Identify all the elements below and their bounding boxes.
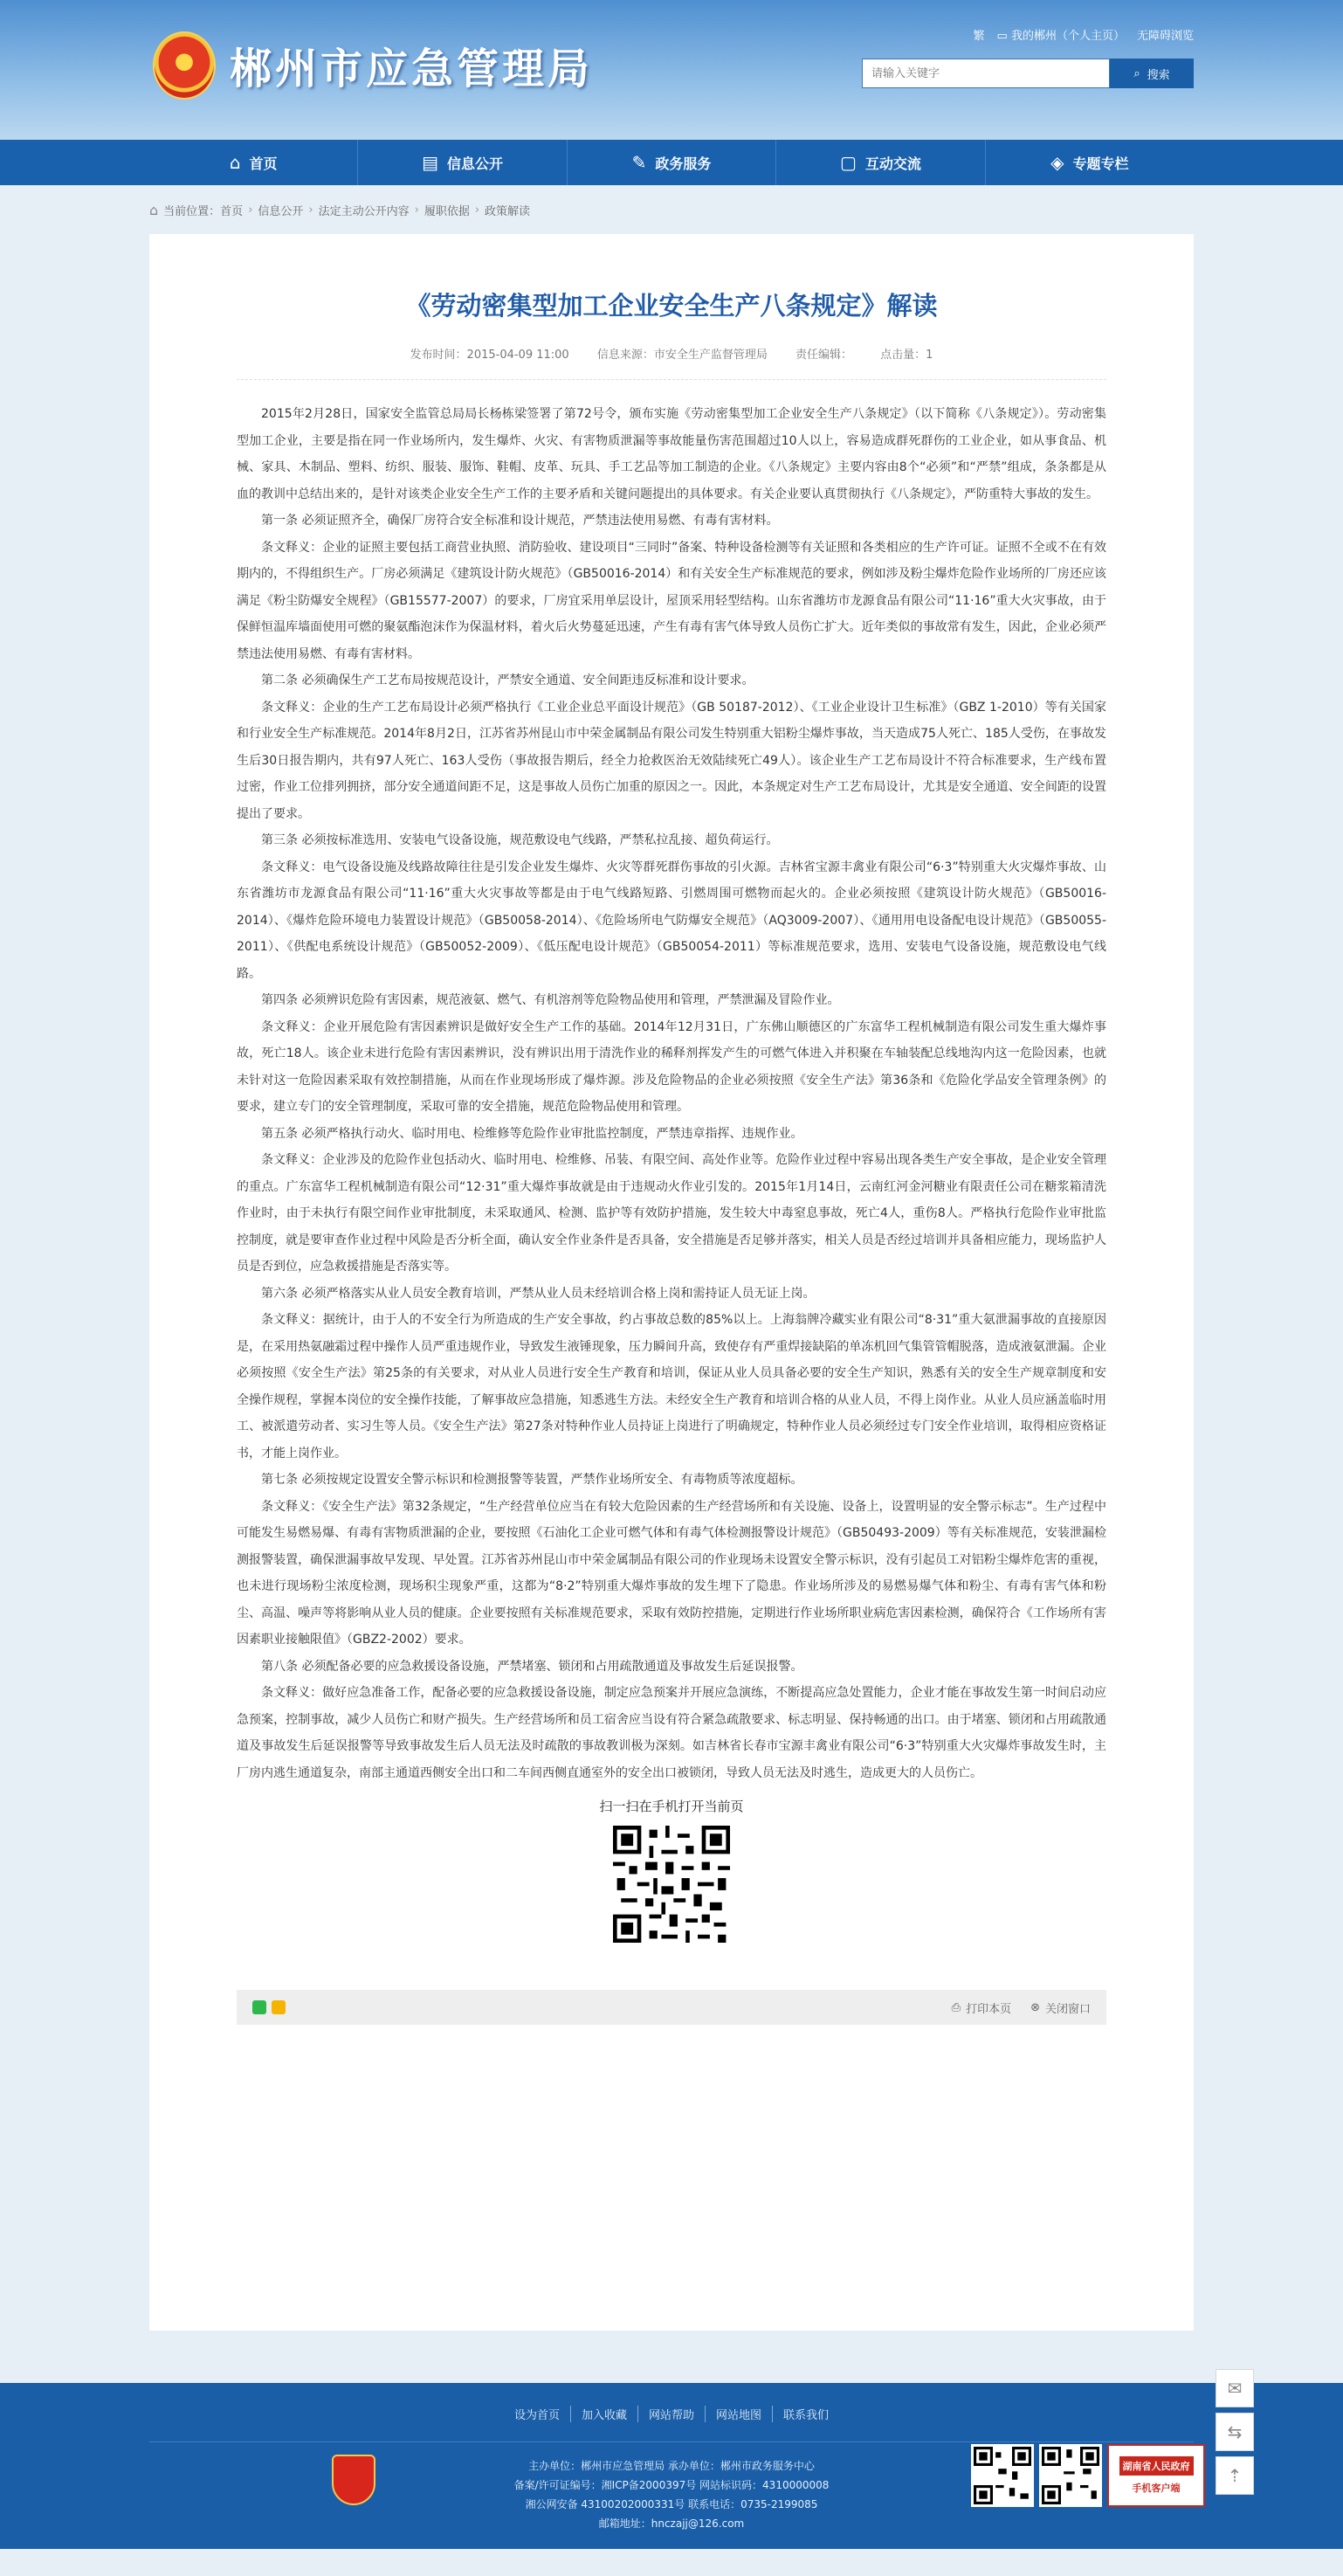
article-paragraph: 条文释义：企业的生产工艺布局设计必须严格执行《工业企业总平面设计规范》（GB 50187-2012）、《工业企业设计卫生标准》（GBZ 1-2010）等有关国家和行业安全生产标准规范。2014年8月2日，江苏省苏州昆山市中荣金属制品有限公司发生特别重大铝粉尘爆炸事故，当天造成75人死亡、185人受伤，在事故发生后30日报告期内，共有97人死亡、163人受伤（事故报告期后，经全力抢救医治无效陆续死亡49人）。该企业生产工艺布局设计不符合标准要求，生产线布置过密，作业工位排列拥挤，部分安全通道间距不足，这是事故人员伤亡加重的原因之一。因此，本条规定对生产工艺布局设计，尤其是安全通道、安全间距的设置提出了要求。 [237,700,1106,821]
article-paragraph: 条文释义：做好应急准备工作，配备必要的应急救援设备设施，制定应急预案并开展应急演练，不断提高应急处置能力，企业才能在事故发生第一时间启动应急预案，控制事故，减少人员伤亡和财产损失。生产经营场所和员工宿舍应当设有符合紧急疏散要求、标志明显、保持畅通的出口。由于堵塞、锁闭和占用疏散通道及事故发生后延误报警等导致事故发生后人员无法及时疏散的事故教训极为深刻。如吉林省长春市宝源丰禽业有限公司“6·3”特别重大火灾爆炸事故发生时，主厂房内逃生通道复杂，南部主通道西侧安全出口和二车间西侧直通室外的安全出口被锁闭，导致人员无法及时逃生，造成更大的人员伤亡。 [237,1686,1106,1780]
document-icon: ▤ [422,152,439,173]
layers-icon: ◈ [1050,152,1064,173]
footer-links [0,2383,1343,2422]
nav-label: 专题专栏 [1072,155,1129,172]
publish-time: 发布时间：2015-04-09 11:00 [410,349,569,362]
my-homepage-label: 我的郴州（个人主页） [1010,30,1125,43]
footer-police-record: 湘公网安备 43100202000331号 联系电话：0735-2199085 [525,2498,818,2510]
back-to-top-icon[interactable]: ⇡ [1216,2456,1254,2495]
breadcrumb [149,185,1194,234]
footer-divider [149,2441,1194,2442]
search-button[interactable] [1110,59,1194,88]
hunan-gov-app-badge[interactable] [1107,2444,1205,2507]
nav-item-info-disclosure[interactable] [358,140,567,185]
article-paragraph: 第七条 必须按规定设置安全警示标识和检测报警等装置，严禁作业场所安全、有毒物质等浓度超标。 [261,1473,803,1487]
nav-item-home[interactable] [149,140,358,185]
search-button-label: 搜索 [1147,68,1170,82]
nav-item-gov-services[interactable] [568,140,776,185]
article-meta [237,345,1106,380]
nav-item-special-topics[interactable] [986,140,1194,185]
breadcrumb-prefix: 当前位置： [163,204,221,218]
article-paragraph: 第六条 必须严格落实从业人员安全教育培训，严禁从业人员未经培训合格上岗和需持证人员无证上岗。 [261,1286,816,1301]
responsible-editor: 责任编辑： [795,349,853,362]
article-paragraph: 条文释义：企业的证照主要包括工商营业执照、消防验收、建设项目“三同时”备案、特种设备检测等有关证照和各类相应的生产许可证。证照不全或不在有效期内的，不得组织生产。厂房必须满足《建筑设计防火规范》（GB50016-2014）和有关安全生产标准规范的要求，例如涉及粉尘爆炸危险作业场所的厂房还应该满足《粉尘防爆安全规程》（GB15577-2007）的要求，厂房宜采用单层设计，屋顶采用轻型结构。山东省潍坊市龙源食品有限公司“11·16”重大火灾事故，由于保鲜恒温库墙面使用可燃的聚氨酯泡沫作为保温材料，着火后火势蔓延迅速，产生有毒有害气体导致人员伤亡扩大。近年类似的事故常有发生，因此，企业必须严禁违法使用易燃、有毒有害材料。 [237,540,1106,661]
nav-label: 信息公开 [447,155,504,172]
share-icon[interactable]: ⇆ [1216,2413,1254,2451]
breadcrumb-separator: › [474,203,480,217]
weibo-qr-code [1039,2444,1102,2507]
footer-icp: 备案/许可证编号：湘ICP备2000397号 网站标识码：4310000008 [513,2479,830,2491]
breadcrumb-link[interactable]: 法定主动公开内容 [318,204,410,218]
breadcrumb-link[interactable]: 首页 [220,204,244,218]
breadcrumb-separator: › [414,203,419,217]
site-footer [0,2383,1343,2549]
nav-item-interaction[interactable] [776,140,985,185]
article-title: 《劳动密集型加工企业安全生产八条规定》解读 [405,291,938,321]
site-title: 郴州市应急管理局 [230,45,594,93]
wechat-icon[interactable]: ✉ [1216,2369,1254,2407]
footer-sponsor: 主办单位：郴州市应急管理局 承办单位：郴州市政务服务中心 [528,2460,815,2472]
article-paragraph: 2015年2月28日，国家安全监管总局局长杨栋梁签署了第72号令，颁布实施《劳动密集型加工企业安全生产八条规定》（以下简称《八条规定》）。劳动密集型加工企业，主要是指在同一作业场所内，发生爆炸、火灾、有害物质泄漏等事故能量伤害范围超过10人以上，容易造成群死群伤的工业企业，如从事食品、机械、家具、木制品、塑料、纺织、服装、服饰、鞋帽、皮革、玩具、手工艺品等加工制造的企业。《八条规定》主要内容由8个“必须”和“严禁”组成，条条都是从血的教训中总结出来的，是针对该类企业安全生产工作的主要矛盾和关键问题提出的具体要求。有关企业要认真贯彻执行《八条规定》，严防重特大事故的发生。 [237,407,1106,501]
print-button[interactable] [952,1999,1011,2016]
main-nav [0,140,1343,185]
top-links [974,26,1194,43]
breadcrumb-separator: › [248,203,253,217]
monitor-icon: ▭ [996,30,1008,43]
traditional-chinese-link[interactable]: 繁 [973,30,985,43]
breadcrumb-separator: › [308,203,313,217]
article-paragraph: 条文释义：据统计，由于人的不安全行为所造成的生产安全事故，约占事故总数的85%以上。上海翁牌冷藏实业有限公司“8·31”重大氨泄漏事故的直接原因是，在采用热氨融霜过程中操作人员严重违规作业，导致发生液锤现象，压力瞬间升高，致使存有严重焊接缺陷的单冻机回气集管管帽脱落，造成液氨泄漏。企业必须按照《安全生产法》第25条的有关要求，对从业人员进行安全生产教育和培训，保证从业人员具备必要的安全生产知识，熟悉有关的安全生产规章制度和安全操作规程，掌握本岗位的安全操作技能，了解事故应急措施，知悉逃生方法。未经安全生产教育和培训合格的从业人员，不得上岗作业。从业人员应涵盖临时用工、被派遣劳动者、实习生等人员。《安全生产法》第27条对特种作业人员持证上岗进行了明确规定，特种作业人员必须经过专门安全作业培训，取得相应资格证书，才能上岗作业。 [237,1313,1106,1461]
article-paragraph: 条文释义：电气设备设施及线路故障往往是引发企业发生爆炸、火灾等群死群伤事故的引火源。吉林省宝源丰禽业有限公司“6·3”特别重大火灾爆炸事故、山东省潍坊市龙源食品有限公司“11·16”重大火灾事故等都是由于电气线路短路、引燃周围可燃物而起火的。企业必须按照《建筑设计防火规范》（GB50016-2014）、《爆炸危险环境电力装置设计规范》（GB50058-2014）、《危险场所电气防爆安全规范》（AQ3009-2007）、《通用用电设备配电设计规范》（GB50055-2011）、《供配电系统设计规范》（GB50052-2009）、《低压配电设计规范》（GB50054-2011）等标准规范要求，选用、安装电气设备设施，规范敷设电气线路。 [237,860,1106,981]
footer-link-contact[interactable]: 联系我们 [783,2409,830,2422]
gov-app-title: 湖南省人民政府 [1119,2456,1194,2476]
home-icon: ⌂ [229,152,241,173]
site-header [0,0,1343,140]
wechat-share-icon[interactable] [252,2000,266,2014]
my-homepage-link[interactable] [997,26,1125,43]
footer-qr-codes [971,2444,1205,2507]
qr-caption: 扫一扫在手机打开当前页 [599,1799,744,1814]
weibo-share-icon[interactable] [272,2000,286,2014]
footer-email: 邮箱地址：hnczajj@126.com [598,2517,745,2530]
breadcrumb-link[interactable]: 履职依据 [424,204,470,218]
footer-link-sitemap[interactable]: 网站地图 [706,2406,773,2422]
print-label: 打印本页 [966,2002,1012,2016]
qr-section [237,1797,1106,1946]
article-paragraph: 第四条 必须辨识危险有害因素，规范液氨、燃气、有机溶剂等危险物品使用和管理，严禁泄漏及冒险作业。 [261,993,840,1007]
footer-link-set-home[interactable]: 设为首页 [504,2406,571,2422]
info-source: 信息来源：市安全生产监督管理局 [596,349,768,362]
article-paragraph: 第二条 必须确保生产工艺布局按规范设计，严禁安全通道、安全间距违反标准和设计要求。 [261,673,754,687]
article-paragraph: 第三条 必须按标准选用、安装电气设备设施，规范敷设电气线路，严禁私拉乱接、超负荷运行。 [261,833,779,847]
share-icons [252,2000,286,2014]
wechat-qr-code [971,2444,1034,2507]
close-window-button[interactable] [1030,1999,1091,2016]
article-paragraph: 条文释义：《安全生产法》第32条规定，“生产经营单位应当在有较大危险因素的生产经营场所和有关设施、设备上，设置明显的安全警示标志”。生产过程中可能发生易燃易爆、有毒有害物质泄漏的企业，要按照《石油化工企业可燃气体和有毒气体检测报警设计规范》（GB50493-2009）等有关标准规范，安装泄漏检测报警装置，确保泄漏事故早发现、早处置。江苏省苏州昆山市中荣金属制品有限公司的作业现场未设置安全警示标识，没有引起员工对铝粉尘爆炸危害的重视，也未进行现场粉尘浓度检测，现场积尘现象严重，这都为“8·2”特别重大爆炸事故的发生埋下了隐患。作业场所涉及的易燃易爆气体和粉尘、有毒有害气体和粉尘、高温、噪声等将影响从业人员的健康。企业要按照有关标准规范要求，采取有效防控措施，定期进行作业场所职业病危害因素检测，确保符合《工作场所有害因素职业接触限值》（GBZ2-2002）要求。 [237,1499,1106,1647]
close-icon: ⊗ [1030,2000,1040,2014]
article-actions [952,1999,1091,2016]
nav-label: 互动交流 [864,155,921,172]
printer-icon: ⎙ [951,2000,961,2014]
article-paragraph: 条文释义：企业涉及的危险作业包括动火、临时用电、检维修、吊装、有限空间、高处作业等。危险作业过程中容易出现各类生产安全事故，是企业安全管理的重点。广东富华工程机械制造有限公司“12·31”重大爆炸事故就是由于违规动火作业引发的。2015年1月14日，云南红河金河糖业有限责任公司在糖浆箱清洗作业时，由于未执行有限空间作业审批制度，未采取通风、检测、监护等有效防护措施，发生较大中毒窒息事故，死亡4人，重伤8人。严格执行危险作业审批监控制度，就是要审查作业过程中风险是否分析全面，确认安全作业条件是否具备，安全措施是否足够并落实，相关人员是否经过培训并具备相应能力，现场监护人员是否到位，应急救援措施是否落实等。 [237,1153,1106,1274]
close-label: 关闭窗口 [1044,2002,1091,2016]
breadcrumb-link[interactable]: 信息公开 [258,204,304,218]
search-icon: ⌕ [1133,66,1140,80]
article-container [149,234,1194,2331]
floating-toolbar [1216,2369,1254,2495]
location-home-icon: ⌂ [149,201,159,218]
article-body [237,401,1106,1786]
gov-app-subtitle: 手机客户端 [1132,2483,1181,2494]
footer-link-favorite[interactable]: 加入收藏 [571,2406,638,2422]
article-paragraph: 第一条 必须证照齐全，确保厂房符合安全标准和设计规范，严禁违法使用易燃、有毒有害材料。 [261,514,779,528]
article-toolbar [237,1990,1106,2025]
party-gov-badge-icon[interactable] [332,2455,375,2505]
nav-label: 首页 [249,155,278,172]
search-box [862,59,1194,88]
page-qr-code [613,1826,730,1943]
nav-label: 政务服务 [655,155,712,172]
search-input[interactable] [862,59,1110,88]
edit-icon: ✎ [631,152,647,173]
chat-icon: ▢ [839,152,857,173]
national-emblem-logo [153,31,216,100]
article-paragraph: 第五条 必须严格执行动火、临时用电、检维修等危险作业审批监控制度，严禁违章指挥、违规作业。 [261,1126,803,1141]
accessibility-link[interactable]: 无障碍浏览 [1136,30,1194,43]
footer-link-help[interactable]: 网站帮助 [638,2406,706,2422]
article-paragraph: 第八条 必须配备必要的应急救援设备设施，严禁堵塞、锁闭和占用疏散通道及事故发生后延误报警。 [261,1659,803,1674]
hit-count: 点击量：1 [880,349,933,362]
article-paragraph: 条文释义：企业开展危险有害因素辨识是做好安全生产工作的基础。2014年12月31日，广东佛山顺德区的广东富华工程机械制造有限公司发生重大爆炸事故，死亡18人。该企业未进行危险有害因素辨识，没有辨识出用于清洗作业的稀释剂挥发产生的可燃气体进入并积聚在车轴装配总线地沟内这一危险因素，也就未针对这一危险因素采取有效控制措施，从而在作业现场形成了爆炸源。涉及危险物品的企业必须按照《安全生产法》第36条和《危险化学品安全管理条例》的要求，建立专门的安全管理制度，采取可靠的安全措施，规范危险物品使用和管理。 [237,1019,1106,1114]
breadcrumb-link[interactable]: 政策解读 [485,204,531,218]
